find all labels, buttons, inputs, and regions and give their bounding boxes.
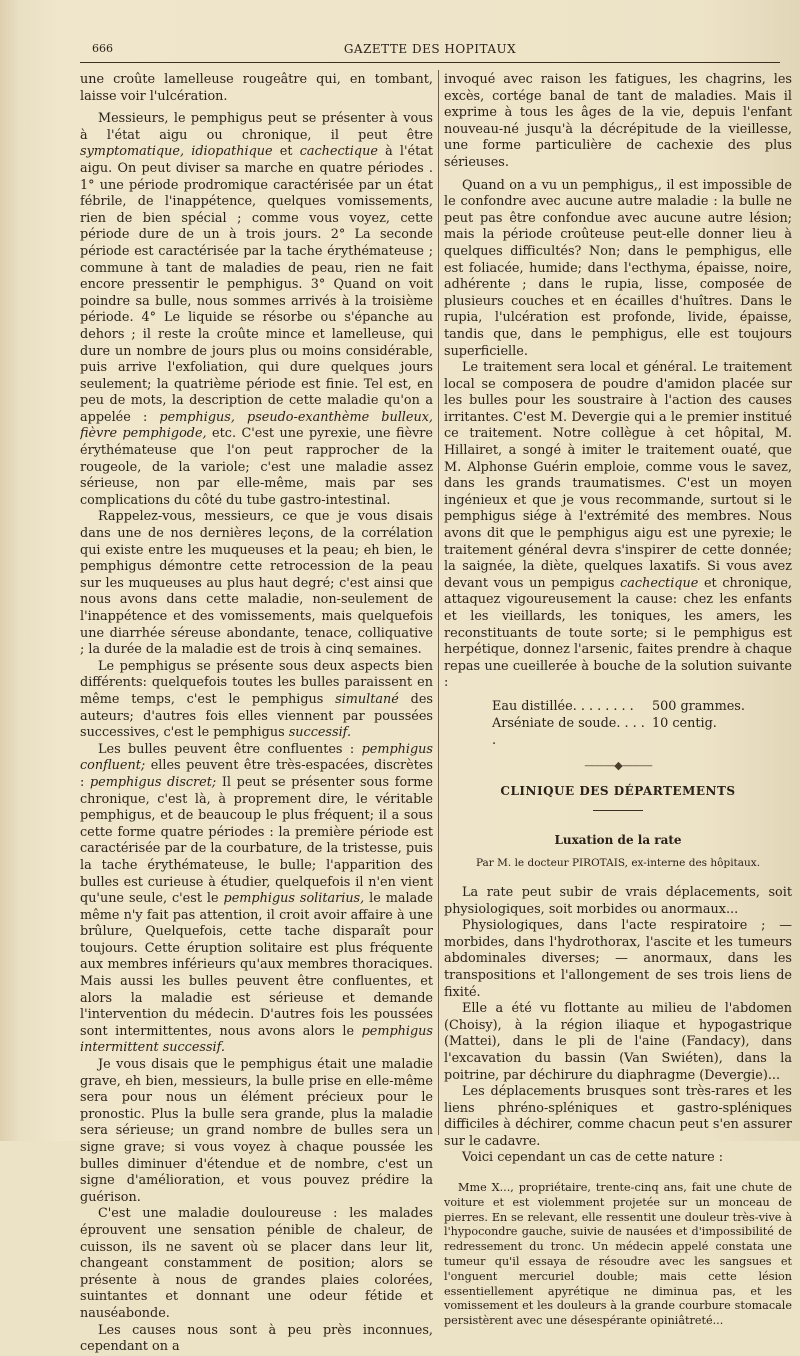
text-run: et bbox=[272, 144, 300, 160]
paragraph: Rappelez-vous, messieurs, ce que je vous disais dans une de nos dernières leçons, de la corrélation qui existe entre les muqueuses et la peau; eh bien, le pemphigus démontre cette retrocession de la peau sur les muqueuses au plus haut degré; c'est ainsi que nous avons dans cette maladie, non-seulement de l'inappétence et des vomissements, mais quelquefois une diarrhée séreuse abondante, tenace, colliquative ; la durée de la maladie est de trois à cinq semaines. bbox=[80, 509, 433, 658]
case-report: Mme X..., propriétaire, trente-cinq ans, fait une chute de voiture et est violemment projetée sur un monceau de pierres. En se relevant, elle ressentit une douleur très-vive à l'hypocondre gauche, suivie de nausées et d'impossibilité de redressement du tronc. Un médecin appelé constata une tumeur qu'il essaya de résoudre avec les sangsues et l'onguent mercuriel double; mais cette lésion essentiellement apyrétique ne diminua pas, et les vomissement et les douleurs à la grande courbure stomacale persistèrent avec une désespérante opiniâtreté... bbox=[444, 1181, 792, 1328]
text-run: des auteurs; d'autres fois elles viennent par poussées successives, c'est le pemphigus bbox=[80, 691, 433, 741]
left-column bbox=[80, 72, 433, 1356]
paragraph: Quand on a vu un pemphigus,, il est impossible de le confondre avec aucune autre maladie : la bulle ne peut pas être confondue avec aucune autre lésion; mais la période croûteuse peut-elle donner lieu à quelques difficultés? Non; dans le pemphigus, elle est foliacée, humide; dans l'ecthyma, épaisse, noire, adhérente ; dans le rupia, lisse, composée de plusieurs couches et en écailles d'huîtres. Dans le rupia, l'ulcération est profonde, livide, épaisse, tandis que, dans le pemphigus, elle est toujours superficielle. bbox=[444, 177, 792, 359]
italic-term: pemphigus confluent; bbox=[80, 741, 433, 774]
paragraph bbox=[444, 360, 792, 692]
paragraph bbox=[80, 111, 433, 509]
text-run: Messieurs, le pemphigus peut se présenter à vous à l'état aigu ou chronique, il peut être bbox=[80, 111, 433, 143]
quantity: 500 grammes. bbox=[652, 698, 745, 714]
quantity: 10 centig. bbox=[652, 715, 717, 731]
text-run: à l'état aigu. On peut diviser sa marche en quatre périodes . 1° une période prodromique caractérisée par un état fébrile, de l'inappétence, quelques vomissements, rien de bien spécial ; comme vous voyez, cette période dure de un à trois jours. 2° La seconde période est caractérisée par la tache érythémateuse ; commune à tant de maladies de peau, rien ne fait encore pressentir le pemphigus. 3° Quand on voit poindre sa bulle, nous sommes arrivés à la troisième période. 4° Le liquide se résorbe ou s'épanche au dehors ; il reste la croûte mince et lamelleuse, qui dure un nombre de jours plus ou moins considérable, puis arrive l'exfoliation, qui dure quelques jours seulement; la quatrième période est finie. Tel est, en peu de mots, la description de cette maladie qu'on a appelée : bbox=[80, 144, 433, 425]
paragraph: Les causes nous sont à peu près inconnues, cependant on a bbox=[80, 1322, 433, 1355]
paragraph: C'est une maladie douloureuse : les malades éprouvent une sensation pénible de chaleur, de cuisson, ils ne savent où se placer dans leur lit, changeant constamment de position; alors se présente à nous de grandes plaies colorées, suintantes et donnant une odeur fétide et nauséabonde. bbox=[80, 1206, 433, 1321]
paragraph: Elle a été vu flottante au milieu de l'abdomen (Choisy), à la région iliaque et hypogastrique (Mattei), dans le pli de l'aine (Fandacy), dans l'excavation du bassin (Van Swiéten), dans la poitrine, par déchirure du diaphragme (Devergie)... bbox=[444, 1001, 792, 1083]
paragraph: Physiologiques, dans l'acte respiratoire ; — morbides, dans l'hydrothorax, l'ascite et les tumeurs abdominales diverses; — anormaux, dans les transpositions et l'allongement de ses trois liens de fixité. bbox=[444, 918, 792, 1000]
ingredient: Arséniate de soude. . . . . bbox=[492, 715, 645, 748]
prescription bbox=[444, 698, 792, 749]
italic-term: pemphigus intermittent successif. bbox=[80, 1023, 433, 1056]
short-rule bbox=[593, 810, 643, 811]
italic-term: cachectique bbox=[620, 575, 699, 591]
italic-term: pemphigus solitarius, bbox=[223, 891, 365, 907]
section-title: CLINIQUE DES DÉPARTEMENTS bbox=[500, 783, 736, 798]
italic-term: pemphigus, pseudo-exanthème bulleux, fièvre pemphigode, bbox=[80, 409, 433, 442]
italic-term: successif. bbox=[288, 725, 352, 741]
text-run: Le pemphigus se présente sous deux aspects bien différents: quelquefois toutes les bulles paraissent en même temps, c'est le pemphigus bbox=[80, 658, 433, 707]
header-rule bbox=[80, 62, 780, 63]
prescription-row bbox=[444, 698, 792, 715]
paragraph bbox=[80, 659, 433, 742]
italic-term: pemphigus discret; bbox=[89, 774, 217, 790]
text-run: Le traitement sera local et général. Le traitement local se composera de poudre d'amidon placée sur les bulles pour les soustraire à l'action des causes irritantes. C'est M. Devergie qui a le premier institué ce traitement. Notre collègue à cet hôpital, M. Hillairet, a songé à imiter le traitement ouaté, que M. Alphonse Guérin emploie, comme vous le savez, dans les grands traumatismes. C'est un moyen ingénieux et que je vous recommande, surtout si le pemphigus siége à l'extrémité des membres. Nous avons dit que le pemphigus aigu est une pyrexie; le traitement général devra s'inspirer de cette donnée; la saignée, la diète, quelques laxatifs. Si vous avez devant vous un pempigus bbox=[444, 360, 792, 591]
page-header bbox=[80, 40, 780, 66]
right-column bbox=[444, 72, 792, 1329]
italic-term: cachectique bbox=[299, 144, 378, 160]
text-run: Il peut se présenter sous forme chronique, c'est là, à proprement dire, le véritable pemphigus, et de beaucoup le plus fréquent; il a sous cette forme quatre périodes : la première période est caractérisée par de la courbature, de la tristesse, puis la tache érythémateuse, le bulle; l'apparition des bulles est curieuse à étudier, quelquefois il n'en vient qu'une seule, c'est le bbox=[80, 774, 433, 907]
text-run: et chronique, attaquez vigoureusement la cause: chez les enfants et les vieillards, les toniques, les amers, les reconstituants de toute sorte; si le pemphigus est herpétique, donnez l'arsenic, faites prendre à chaque repas une cueillerée à bouche de la solution suivante : bbox=[444, 575, 792, 691]
paragraph: Les déplacements brusques sont très-rares et les liens phréno-spléniques et gastro-spléniques difficiles à déchirer, comme chacun peut s'en assurer sur le cadavre. bbox=[444, 1084, 792, 1149]
text-run: elles peuvent être très-espacées, discrètes : bbox=[80, 758, 433, 790]
section-separator: ———◆——— bbox=[584, 758, 652, 772]
text-run: Les bulles peuvent être confluentes : bbox=[98, 741, 362, 757]
page-number: 666 bbox=[92, 42, 113, 55]
paragraph: La rate peut subir de vrais déplacements, soit physiologiques, soit morbides ou anormaux... bbox=[444, 884, 792, 917]
paragraph: invoqué avec raison les fatigues, les chagrins, les excès, cortége banal de tant de maladies. Mais il exprime à tous les âges de la vie, depuis l'enfant nouveau-né jusqu'à la décrépitude de la vieillesse, une forme particulière de cachexie des plus sérieuses. bbox=[444, 72, 792, 170]
paragraph: Je vous disais que le pemphigus était une maladie grave, eh bien, messieurs, la bulle prise en elle-même sera pour nous un élément précieux pour le pronostic. Plus la bulle sera grande, plus la maladie sera sérieuse; un grand nombre de bulles sera un signe grave; si vous voyez à chaque poussée les bulles diminuer d'étendue et de nombre, c'est un signe d'amélioration, et vous pouvez prédire la guérison. bbox=[80, 1057, 433, 1205]
running-title: GAZETTE DES HOPITAUX bbox=[343, 42, 517, 56]
text-run: etc. C'est une pyrexie, une fièvre érythémateuse que l'on peut rapprocher de la rougeole, de la variole; c'est une maladie assez sérieuse, non par elle-même, mais par ses complications du côté du tube gastro-intestinal. bbox=[80, 426, 433, 508]
text-run: le malade même n'y fait pas attention, il croit avoir affaire à une brûlure, Quelquefois, cette tache disparaît pour toujours. Cette éruption solitaire est plus fréquente aux membres inférieurs qu'aux membres thoraciques. Mais aussi les bulles peuvent être confluentes, et alors la maladie est sérieuse et demande l'intervention du médecin. D'autres fois les poussées sont intermittentes, nous avons alors le bbox=[80, 891, 433, 1039]
byline: Par M. le docteur PIROTAIS, ex-interne des hôpitaux. bbox=[475, 856, 761, 869]
prescription-row bbox=[444, 715, 792, 749]
ingredient: Eau distillée. . . . . . . . bbox=[492, 698, 634, 714]
italic-term: symptomatique, idiopathique bbox=[80, 144, 273, 160]
paragraph bbox=[80, 742, 433, 1057]
paragraph: une croûte lamelleuse rougeâtre qui, en tombant, laisse voir l'ulcération. bbox=[80, 72, 433, 104]
paragraph: Voici cependant un cas de cette nature : bbox=[462, 1150, 724, 1166]
article-title: Luxation de la rate bbox=[554, 832, 682, 847]
italic-term: simultané bbox=[335, 691, 399, 707]
column-divider bbox=[438, 70, 439, 1135]
